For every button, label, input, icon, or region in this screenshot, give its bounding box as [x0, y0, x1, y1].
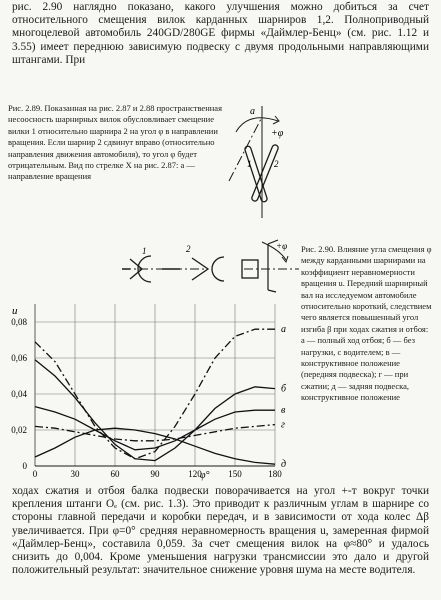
figure-2-89-diagram [226, 103, 290, 221]
x-tick-label: 30 [70, 469, 80, 479]
fig289-label-a: a [250, 106, 255, 117]
x-tick-label: 90 [150, 469, 160, 479]
fig290-label-2: 2 [186, 244, 191, 254]
x-tick-label: 0 [32, 469, 38, 479]
fig289-label-2: 2 [274, 159, 279, 169]
intro-paragraph: рис. 2.90 наглядно показано, какого улучшения можно добиться за счет относительного смещения вилок карданных шарниров 1,2. Полноприводный многоцелевой автомобиль 240GD/280GE фирмы «Даймлер-Бенц» (см. рис. 1.12 и 3.55) имеет переднюю зависимую подвеску с двумя продольными направляющими штангами. При [12, 1, 429, 66]
y-axis-label: u [12, 305, 18, 317]
fig290-label-phi: +φ [276, 241, 288, 251]
x-tick-label: 60 [110, 469, 120, 479]
y-tick-label: 0 [22, 461, 27, 471]
y-tick-label: 0,04 [11, 389, 27, 399]
outro-paragraph: ходах сжатия и отбоя балка подвески поворачивается на угол +-т вокруг точки крепления штанги Oₑ (см. рис. 1.3). Это приводит к различным углам в шарнире со стороны главной передачи и коробки передач, и в зависимости от хода колес Δβ увеличивается. При φ=0° средняя неравномерность вращения u, замеренная фирмой «Даймлер-Бенц», составила 0,059. За счет смещения вилок на φ≈80° и удалось снизить до 0,004. Кроме уменьшения нагрузки трансмиссии это дало и другой положительный результат: значительное снижение уровня шума на месте водителя. [12, 485, 429, 577]
fig289-label-1: 1 [247, 159, 252, 169]
x-tick-label: 150 [228, 469, 242, 479]
figure-2-90-caption: Рис. 2.90. Влияние угла смещения φ между карданными шарнирами на коэффициент неравномерности вращения u. Передний шарнирный вал на исследуемом автомобиле относительно короткий, следствием чего является повышенный угол изгиба β при ходах сжатия и отбоя: а — полный ход отбоя; б — без нагрузки, с водителем; в — конструктивное положение (передняя подвеска); г — при сжатии; д — задняя подвеска, конструктивное положение [301, 244, 432, 403]
series-label: г [281, 419, 285, 431]
figure-2-90-chart [0, 292, 300, 484]
series-label: в [281, 405, 286, 417]
y-tick-label: 0,08 [11, 317, 27, 327]
series-label: д [281, 459, 287, 471]
fig289-label-phi: +φ [271, 128, 284, 139]
figure-2-90-diagram [118, 238, 300, 293]
y-tick-label: 0,06 [11, 353, 27, 363]
series-label: б [281, 383, 287, 395]
fig290-label-1: 1 [142, 246, 147, 256]
x-tick-label: 180 [268, 469, 282, 479]
series-label: а [281, 324, 286, 336]
y-tick-label: 0,02 [11, 425, 27, 435]
x-axis-label: φ° [200, 470, 210, 481]
x-tick-label: 120 [188, 469, 202, 479]
figure-2-89-caption: Рис. 2.89. Показанная на рис. 2.87 и 2.88 пространственная несоосность шарнирных вилок обусловливает смещение вилки 1 относительно шарнира 2 на угол φ в направлении вращения. Если шарнир 2 сдвинут вправо (относительно направления движения автомобиля), то угол φ будет отрицательным. Вид по стрелке X на рис. 2.87: а — направление вращения [8, 103, 222, 182]
